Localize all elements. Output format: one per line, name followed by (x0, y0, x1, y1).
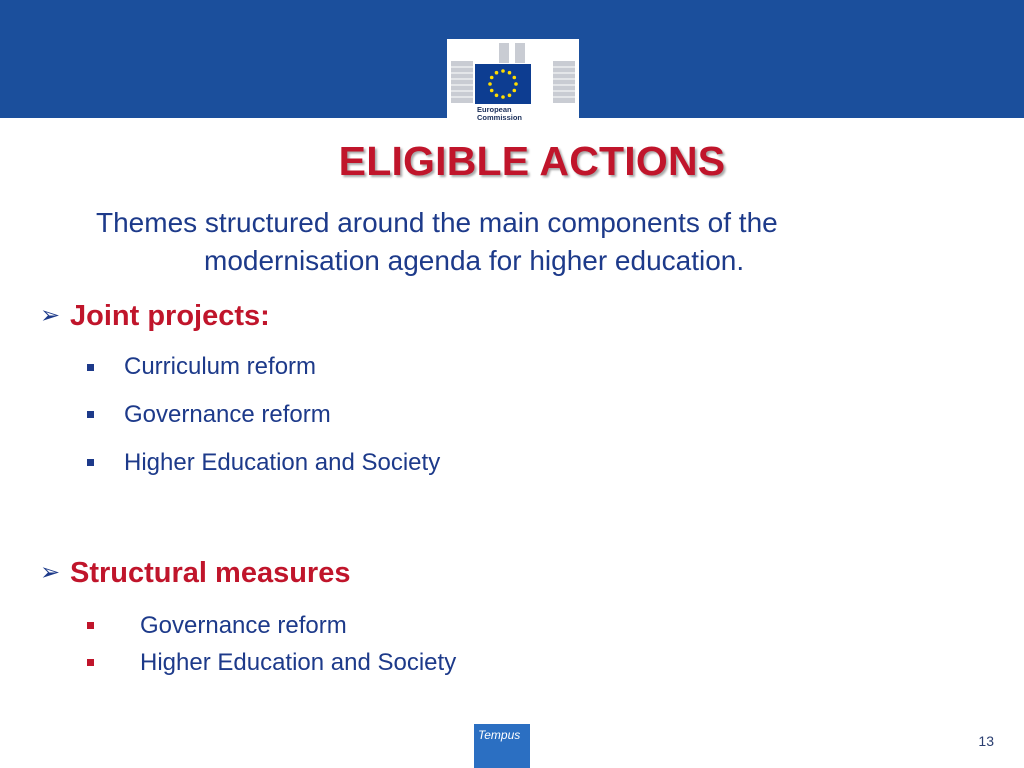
list-item: Curriculum reform (124, 353, 317, 380)
logo-text (477, 106, 522, 122)
intro-paragraph (96, 204, 966, 280)
list-item: Governance reform (124, 401, 331, 428)
arrow-bullet-icon: ➢ (40, 302, 61, 329)
section-heading-structural-measures (40, 557, 350, 590)
square-bullet-icon (87, 459, 94, 466)
square-bullet-icon (87, 659, 94, 666)
tempus-logo (474, 724, 530, 768)
tempus-label: Tempus (478, 728, 521, 742)
arrow-bullet-icon: ➢ (40, 559, 61, 586)
list-item: Higher Education and Society (140, 649, 457, 676)
logo-line-1: European (477, 105, 512, 114)
logo-line-2: Commission (477, 113, 523, 122)
section-heading-joint-projects (40, 300, 270, 333)
european-commission-logo (447, 39, 579, 127)
intro-line-1: Themes structured around the main components of the (96, 207, 778, 238)
square-bullet-icon (87, 622, 94, 629)
slide-title: ELIGIBLE ACTIONS (338, 138, 726, 184)
square-bullet-icon (87, 364, 94, 371)
eu-flag-icon (475, 64, 531, 104)
page-number: 13 (978, 733, 994, 749)
list-item: Governance reform (140, 612, 347, 639)
list-item: Higher Education and Society (124, 449, 441, 476)
square-bullet-icon (87, 411, 94, 418)
section-heading-text: Joint projects: (70, 300, 270, 332)
intro-line-2: modernisation agenda for higher education. (204, 245, 745, 276)
section-heading-text: Structural measures (70, 557, 351, 589)
